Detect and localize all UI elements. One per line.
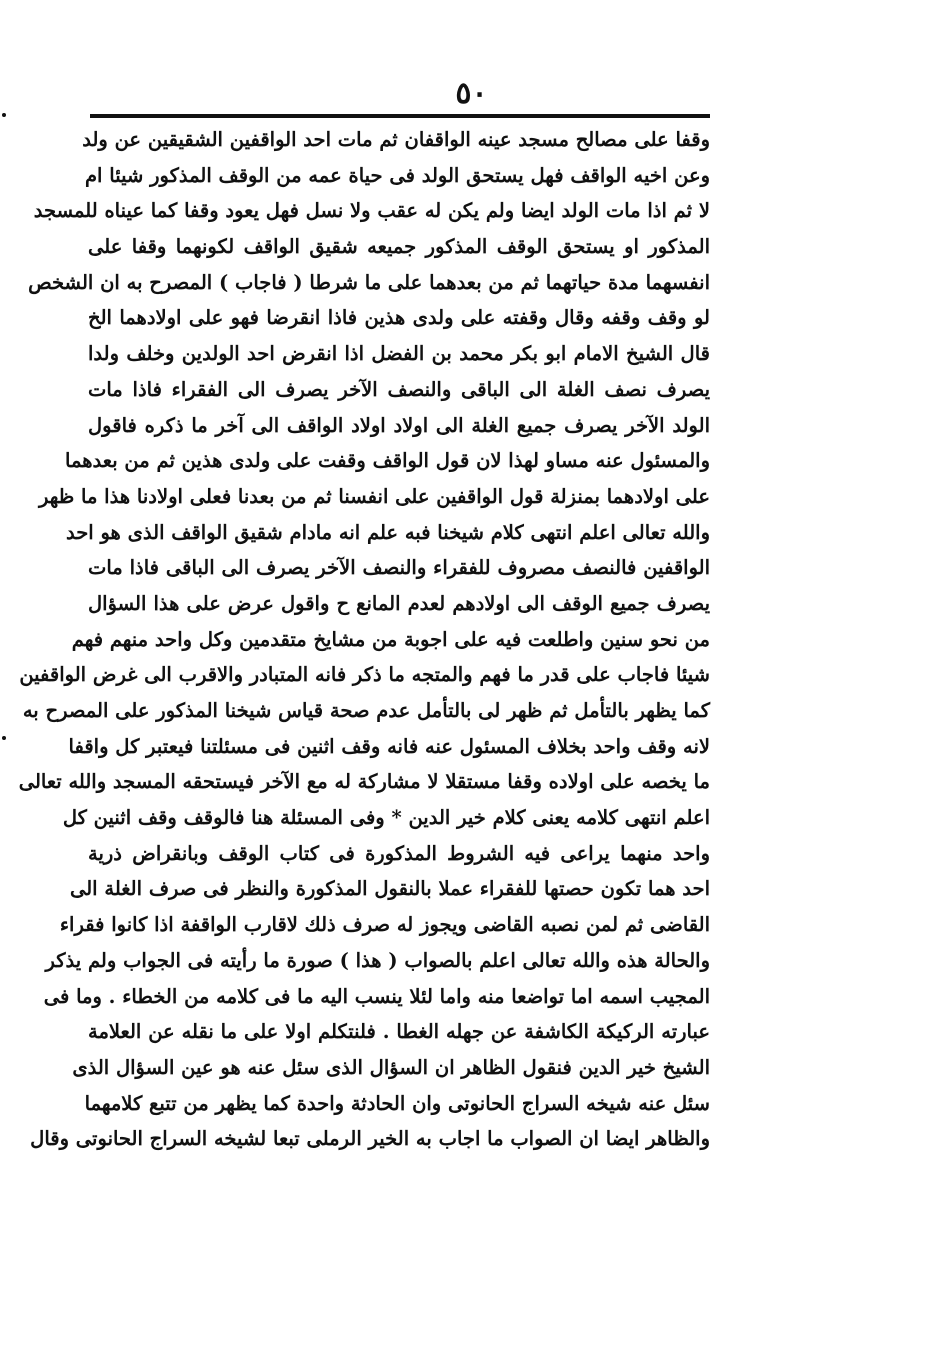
text-line: احد هما تكون حصتها للفقراء عملا بالنقول المذكورة والنظر فى صرف الغلة الى xyxy=(69,877,710,901)
text-line: انفسهما مدة حياتهما ثم من بعدهما على ما شرطا ( فاجاب ) المصرح به ان الشخص xyxy=(28,270,710,294)
text-line: عبارته الركيكة الكاشفة عن جهله الغطا . فلنتكلم اولا على ما نقله عن العلامة xyxy=(88,1020,710,1044)
text-line: لو وقف وقفه وقال وقفته على ولدى هذين فاذا انقرضا فهو على اولادهما الخ xyxy=(88,306,710,330)
text-line: من نحو سنين واطلعت فيه على اجوبة من مشايخ متقدمين وكل واحد منهم فهم xyxy=(71,627,710,651)
text-line: يصرف جميع الوقف الى اولادهم لعدم المانع ح واقول عرض على هذا السؤال xyxy=(88,591,710,615)
text-line: لا ثم اذا مات الولد ايضا ولم يكن له عقب ولا نسل فهل يعود وقفا كما عيناه للمسجد xyxy=(33,199,710,223)
text-body xyxy=(18,122,710,1157)
text-line: القاضى ثم لمن نصبه القاضى ويجوز له صرف ذلك لاقارب الواقفة اذا كانوا فقراء xyxy=(59,913,710,937)
text-line: يصرف نصف الغلة الى الباقى والنصف الآخر يصرف الى الفقراء فاذا مات xyxy=(88,377,710,401)
text-line: والظاهر ايضا ان الصواب ما اجاب به الخير الرملى تبعا لشيخه السراج الحانوتى وقال xyxy=(30,1127,710,1151)
text-line: كما يظهر بالتأمل ثم ظهر لى بالتأمل عدم صحة قياس شيخنا المذكور على المصرح به xyxy=(22,699,710,722)
text-line: واحد منهما يراعى فيه الشروط المذكورة فى كتاب الوقف وبانقراض ذرية xyxy=(88,841,710,865)
text-line: لانه وقف واحد بخلاف المسئول عنه فانه وقف اثنين فى مسئلتنا فيعتبر كل واقفا xyxy=(68,734,710,758)
text-line: الولد الآخر يصرف جميع الغلة الى اولاد اولاد الواقف الى آخر ما ذكره فاقول xyxy=(88,413,710,437)
text-line: اعلم انتهى كلامه يعنى كلام خير الدين * وفى المسئلة هنا فالوقف وقف اثنين كل xyxy=(62,806,710,830)
header-rule xyxy=(90,114,710,118)
text-line: شيئا فاجاب على قدر ما فهم والمتجه ما ذكر فانه المتبادر والاقرب الى غرض الواقفين xyxy=(19,663,710,687)
text-line: الشيخ خير الدين فنقول الظاهر ان السؤال الذى سئل عنه هو عين السؤال الذى xyxy=(72,1055,710,1079)
text-line: الواقفين فالنصف مصروف للفقراء والنصف الآخر يصرف الى الباقى فاذا مات xyxy=(88,556,710,580)
scan-speck xyxy=(2,736,6,740)
text-line: على اولادهما بمنزلة قول الواقفين على انفسنا ثم من بعدنا فعلى اولادنا هذا ما ظهر xyxy=(38,484,710,508)
text-line: سئل عنه شيخه السراج الحانوتى وان الحادثة واحدة كما يظهر من تتبع كلامهما xyxy=(84,1091,710,1115)
text-line: وقفا على مصالح مسجد عينه الواقفان ثم مات احد الواقفين الشقيقين عن ولد xyxy=(82,128,710,151)
text-line: ما يخصه على اولاده وقفا مستقلا لا مشاركة له مع الآخر فيستحقه المسجد والله تعالى xyxy=(18,770,710,794)
text-line: قال الشيخ الامام ابو بكر محمد بن الفضل اذا انقرض احد الولدين وخلف ولدا xyxy=(88,342,710,366)
page-number: ٥٠ xyxy=(455,76,488,111)
text-line: والحالة هذه والله تعالى اعلم بالصواب ( هذا ) صورة ما رأيته فى الجواب ولم يذكر xyxy=(45,948,710,972)
text-line: والله تعالى اعلم انتهى كلام شيخنا فبه علم انه مادام شقيق الواقف الذى هو احد xyxy=(65,520,710,544)
text-line: والمسئول عنه مساو لهذا لان قول الواقف وقفت على ولدى هذين ثم من بعدهما xyxy=(65,449,710,473)
text-line: المجيب اسمه اما تواضعا منه واما لئلا ينسب اليه ما فى كلامه من الخطاء . وما فى xyxy=(43,984,710,1008)
text-line: المذكور او يستحق الوقف المذكور جميعه شقيق الواقف لكونهما وقفا على xyxy=(88,235,710,259)
text-line: وعن اخيه الواقف فهل يستحق الولد فى حياة عمه من الوقف المذكور شيئا ام xyxy=(84,163,710,187)
